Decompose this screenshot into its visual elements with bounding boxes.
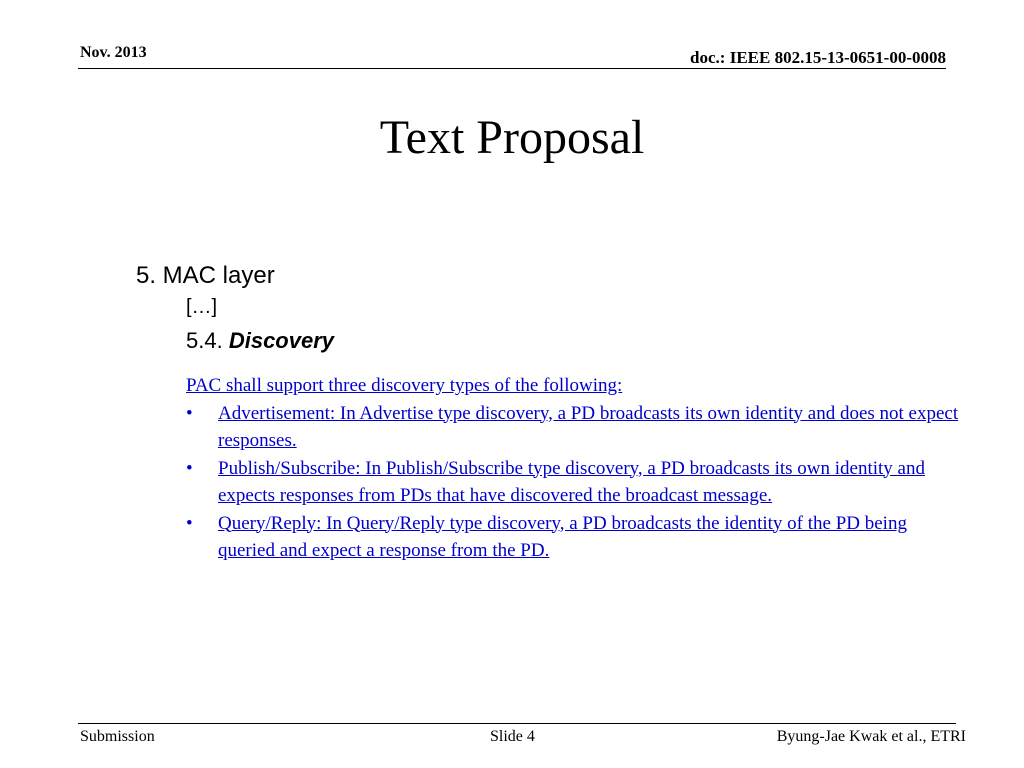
subsection-heading — [186, 328, 334, 354]
proposed-text-body — [186, 372, 966, 565]
discovery-types-list — [186, 400, 966, 565]
header-document-id: doc.: IEEE 802.15-13-0651-00-0008 — [690, 48, 946, 67]
list-item — [186, 455, 966, 510]
bullet-icon: • — [186, 512, 193, 534]
subsection-title: Discovery — [228, 328, 335, 353]
footer-divider — [78, 723, 956, 724]
header-divider — [78, 68, 946, 69]
bullet-text-query-reply: Query/Reply: In Query/Reply type discovery, a PD broadcasts the identity of the PD being queried and expect a response from the PD. — [218, 512, 907, 561]
footer-authors: Byung-Jae Kwak et al., ETRI — [776, 728, 966, 745]
bullet-text-advertisement: Advertisement: In Advertise type discovery, a PD broadcasts its own identity and does not expect responses. — [218, 402, 959, 451]
list-item — [186, 400, 966, 455]
header-date: Nov. 2013 — [80, 44, 147, 61]
slide-title: Text Proposal — [379, 111, 645, 164]
bullet-icon: • — [186, 402, 193, 424]
omitted-text-marker: […] — [186, 296, 218, 318]
bullet-text-publish-subscribe: Publish/Subscribe: In Publish/Subscribe type discovery, a PD broadcasts its own identity and expects responses from PDs that have discovered the broadcast message. — [218, 457, 925, 506]
footer-submission: Submission — [80, 728, 155, 745]
footer-slide-number: Slide 4 — [490, 728, 535, 745]
list-item — [186, 510, 966, 565]
intro-paragraph: PAC shall support three discovery types of the following: — [186, 375, 623, 396]
section-heading: 5. MAC layer — [136, 262, 275, 289]
subsection-number: 5.4. — [186, 328, 223, 353]
bullet-icon: • — [186, 457, 193, 479]
